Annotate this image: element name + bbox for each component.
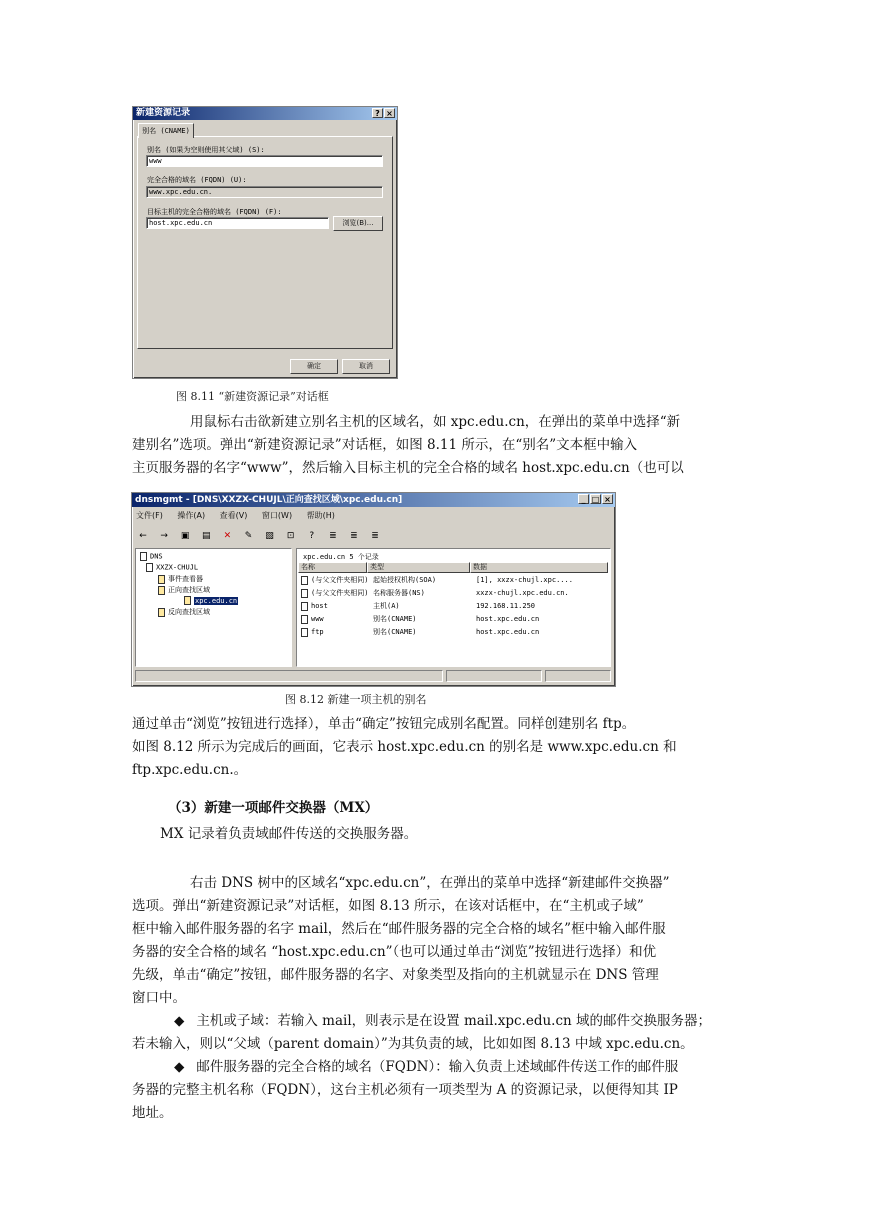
alias-input[interactable]: www xyxy=(146,155,383,167)
records-list xyxy=(301,575,609,645)
mx-intro: MX 记录着负责域邮件传送的交换服务器。 xyxy=(160,826,418,842)
table-row[interactable]: ftp 别名(CNAME) host.xpc.edu.cn xyxy=(301,627,539,639)
delete-icon[interactable]: ✕ xyxy=(223,531,232,541)
para3-line: 务器的安全合格的域名 “host.xpc.edu.cn”（也可以通过单击“浏览”按钮进行选择）和优 xyxy=(132,944,657,960)
target-host-input[interactable]: host.xpc.edu.cn xyxy=(146,217,329,229)
dialog-title: 新建资源记录 xyxy=(136,108,191,118)
para3-line: 先级，单击“确定”按钮，邮件服务器的名字、对象类型及指向的主机就显示在 DNS 管理 xyxy=(132,967,659,983)
close-icon[interactable]: × xyxy=(384,108,395,118)
server-icon[interactable]: ≣ xyxy=(350,531,358,541)
figure-8-12-caption: 图 8.12 新建一项主机的别名 xyxy=(285,693,427,706)
dnsmgmt-title: dnsmgmt - [DNS\XXZX-CHUJL\正向查找区域\xpc.edu.cn] xyxy=(135,495,403,505)
records-pane xyxy=(296,548,611,667)
paragraph-2 xyxy=(132,713,736,782)
diamond-bullet-icon: ◆ xyxy=(174,1059,185,1075)
up-folder-icon[interactable]: ▣ xyxy=(180,531,190,541)
bullet-item: ◆ 邮件服务器的完全合格的域名（FQDN）：输入负责上述域邮件传送工作的邮件服 务器的完整主机名称（FQDN），这台主机必须有一项类型为 A 的资源记录，以便得知其 IP 地址。 xyxy=(132,1059,679,1121)
back-icon[interactable]: ← xyxy=(139,531,147,541)
section-heading: （3）新建一项邮件交换器（MX） xyxy=(168,800,379,816)
close-icon[interactable]: × xyxy=(602,494,613,504)
menu-view[interactable]: 查看(V) xyxy=(219,511,248,520)
para2-line: 通过单击“浏览”按钮进行选择），单击“确定”按钮完成别名配置。同样创建别名 ftp。 xyxy=(132,716,636,732)
dialog-title-bar xyxy=(133,107,397,120)
tree-node-server[interactable]: XXZX-CHUJL xyxy=(146,563,198,575)
figure-8-11-caption: 图 8.11 “新建资源记录”对话框 xyxy=(176,390,329,403)
paragraph-1 xyxy=(132,411,736,480)
para1-line: 建别名”选项。弹出“新建资源记录”对话框，如图 8.11 所示，在“别名”文本框中输入 xyxy=(132,437,638,453)
server-icon[interactable]: ≣ xyxy=(329,531,337,541)
tree-pane xyxy=(135,548,292,667)
maximize-icon[interactable]: □ xyxy=(591,495,600,504)
para2-line: 如图 8.12 所示为完成后的画面，它表示 host.xpc.edu.cn 的别名是 www.xpc.edu.cn 和 xyxy=(132,739,677,755)
tab-panel xyxy=(137,136,393,349)
para2-line: ftp.xpc.edu.cn.。 xyxy=(132,762,248,778)
table-row[interactable]: host 主机(A) 192.168.11.250 xyxy=(301,601,535,613)
diamond-bullet-icon: ◆ xyxy=(174,1013,185,1029)
column-name[interactable]: 名称 xyxy=(298,562,367,573)
records-count-header: xpc.edu.cn 5 个记录 xyxy=(303,553,379,561)
table-row[interactable]: (与父文件夹相同) 起始授权机构(SOA) [1], xxzx-chujl.xpc.... xyxy=(301,575,573,587)
status-bar xyxy=(135,670,611,682)
menu-help[interactable]: 帮助(H) xyxy=(306,511,335,520)
dnsmgmt-title-bar xyxy=(132,493,615,507)
menu-window[interactable]: 窗口(W) xyxy=(261,511,293,520)
menu-bar xyxy=(136,510,347,521)
dnsmgmt-window xyxy=(131,492,616,687)
show-tree-icon[interactable]: ▤ xyxy=(202,531,211,541)
para3-line: 窗口中。 xyxy=(132,990,186,1006)
tree-node-reverse-zones[interactable]: 反向查找区域 xyxy=(158,607,210,619)
properties-icon[interactable]: ✎ xyxy=(244,531,253,541)
tab-cname[interactable]: 别名 (CNAME) xyxy=(138,123,194,138)
help-icon[interactable]: ? xyxy=(372,108,383,118)
browse-button[interactable]: 浏览(B)... xyxy=(333,216,383,231)
tree-node-event-viewer[interactable]: 事件查看器 xyxy=(158,574,203,586)
minimize-icon[interactable]: _ xyxy=(578,494,589,504)
ok-button[interactable]: 确定 xyxy=(290,359,338,374)
fqdn-label: 完全合格的域名 (FQDN) (U): xyxy=(147,176,247,184)
column-data[interactable]: 数据 xyxy=(470,562,608,573)
menu-action[interactable]: 操作(A) xyxy=(177,511,206,520)
tree-node-xpc-zone[interactable]: xpc.edu.cn xyxy=(184,596,238,608)
toolbar xyxy=(136,526,384,545)
export-icon[interactable]: ⊡ xyxy=(286,531,295,541)
para3-line: 框中输入邮件服务器的名字 mail，然后在“邮件服务器的完全合格的域名”框中输入邮件服 xyxy=(132,921,666,937)
column-type[interactable]: 类型 xyxy=(367,562,470,573)
records-column-header xyxy=(298,562,610,573)
paragraph-3 xyxy=(132,872,736,1010)
bullet-item: ◆ 主机或子域：若输入 mail，则表示是在设置 mail.xpc.edu.cn 域的邮件交换服务器； 若未输入，则以“父域（parent domain）”为其负责的域，比如如图 8.13 中域 xpc.edu.cn。 xyxy=(132,1013,712,1052)
server-icon[interactable]: ≣ xyxy=(371,531,379,541)
alias-label: 别名 (如果为空则使用其父域) (S): xyxy=(147,146,265,154)
table-row[interactable]: www 别名(CNAME) host.xpc.edu.cn xyxy=(301,614,539,626)
menu-file[interactable]: 文件(F) xyxy=(136,511,163,520)
para1-line: 主页服务器的名字“www”，然后输入目标主机的完全合格的域名 host.xpc.edu.cn（也可以 xyxy=(132,460,684,476)
help-icon[interactable]: ? xyxy=(309,531,315,541)
para3-line: 选项。弹出“新建资源记录”对话框，如图 8.13 所示，在该对话框中，在“主机或子域” xyxy=(132,898,644,914)
cancel-button[interactable]: 取消 xyxy=(342,359,390,374)
tree-node-dns[interactable]: DNS xyxy=(140,552,163,564)
table-row[interactable]: (与父文件夹相同) 名称服务器(NS) xxzx-chujl.xpc.edu.cn. xyxy=(301,588,569,600)
new-resource-record-dialog xyxy=(132,106,398,379)
refresh-icon[interactable]: ▧ xyxy=(265,531,274,541)
tree-node-forward-zones[interactable]: 正向查找区域 xyxy=(158,585,210,597)
fqdn-field: www.xpc.edu.cn. xyxy=(146,186,383,198)
para1-line: 用鼠标右击欲新建立别名主机的区域名，如 xpc.edu.cn，在弹出的菜单中选择“新 xyxy=(190,414,681,430)
para3-line: 右击 DNS 树中的区域名“xpc.edu.cn”，在弹出的菜单中选择“新建邮件交换器” xyxy=(190,875,670,891)
forward-icon[interactable]: → xyxy=(160,531,168,541)
target-label: 目标主机的完全合格的域名 (FQDN) (F): xyxy=(147,208,282,216)
